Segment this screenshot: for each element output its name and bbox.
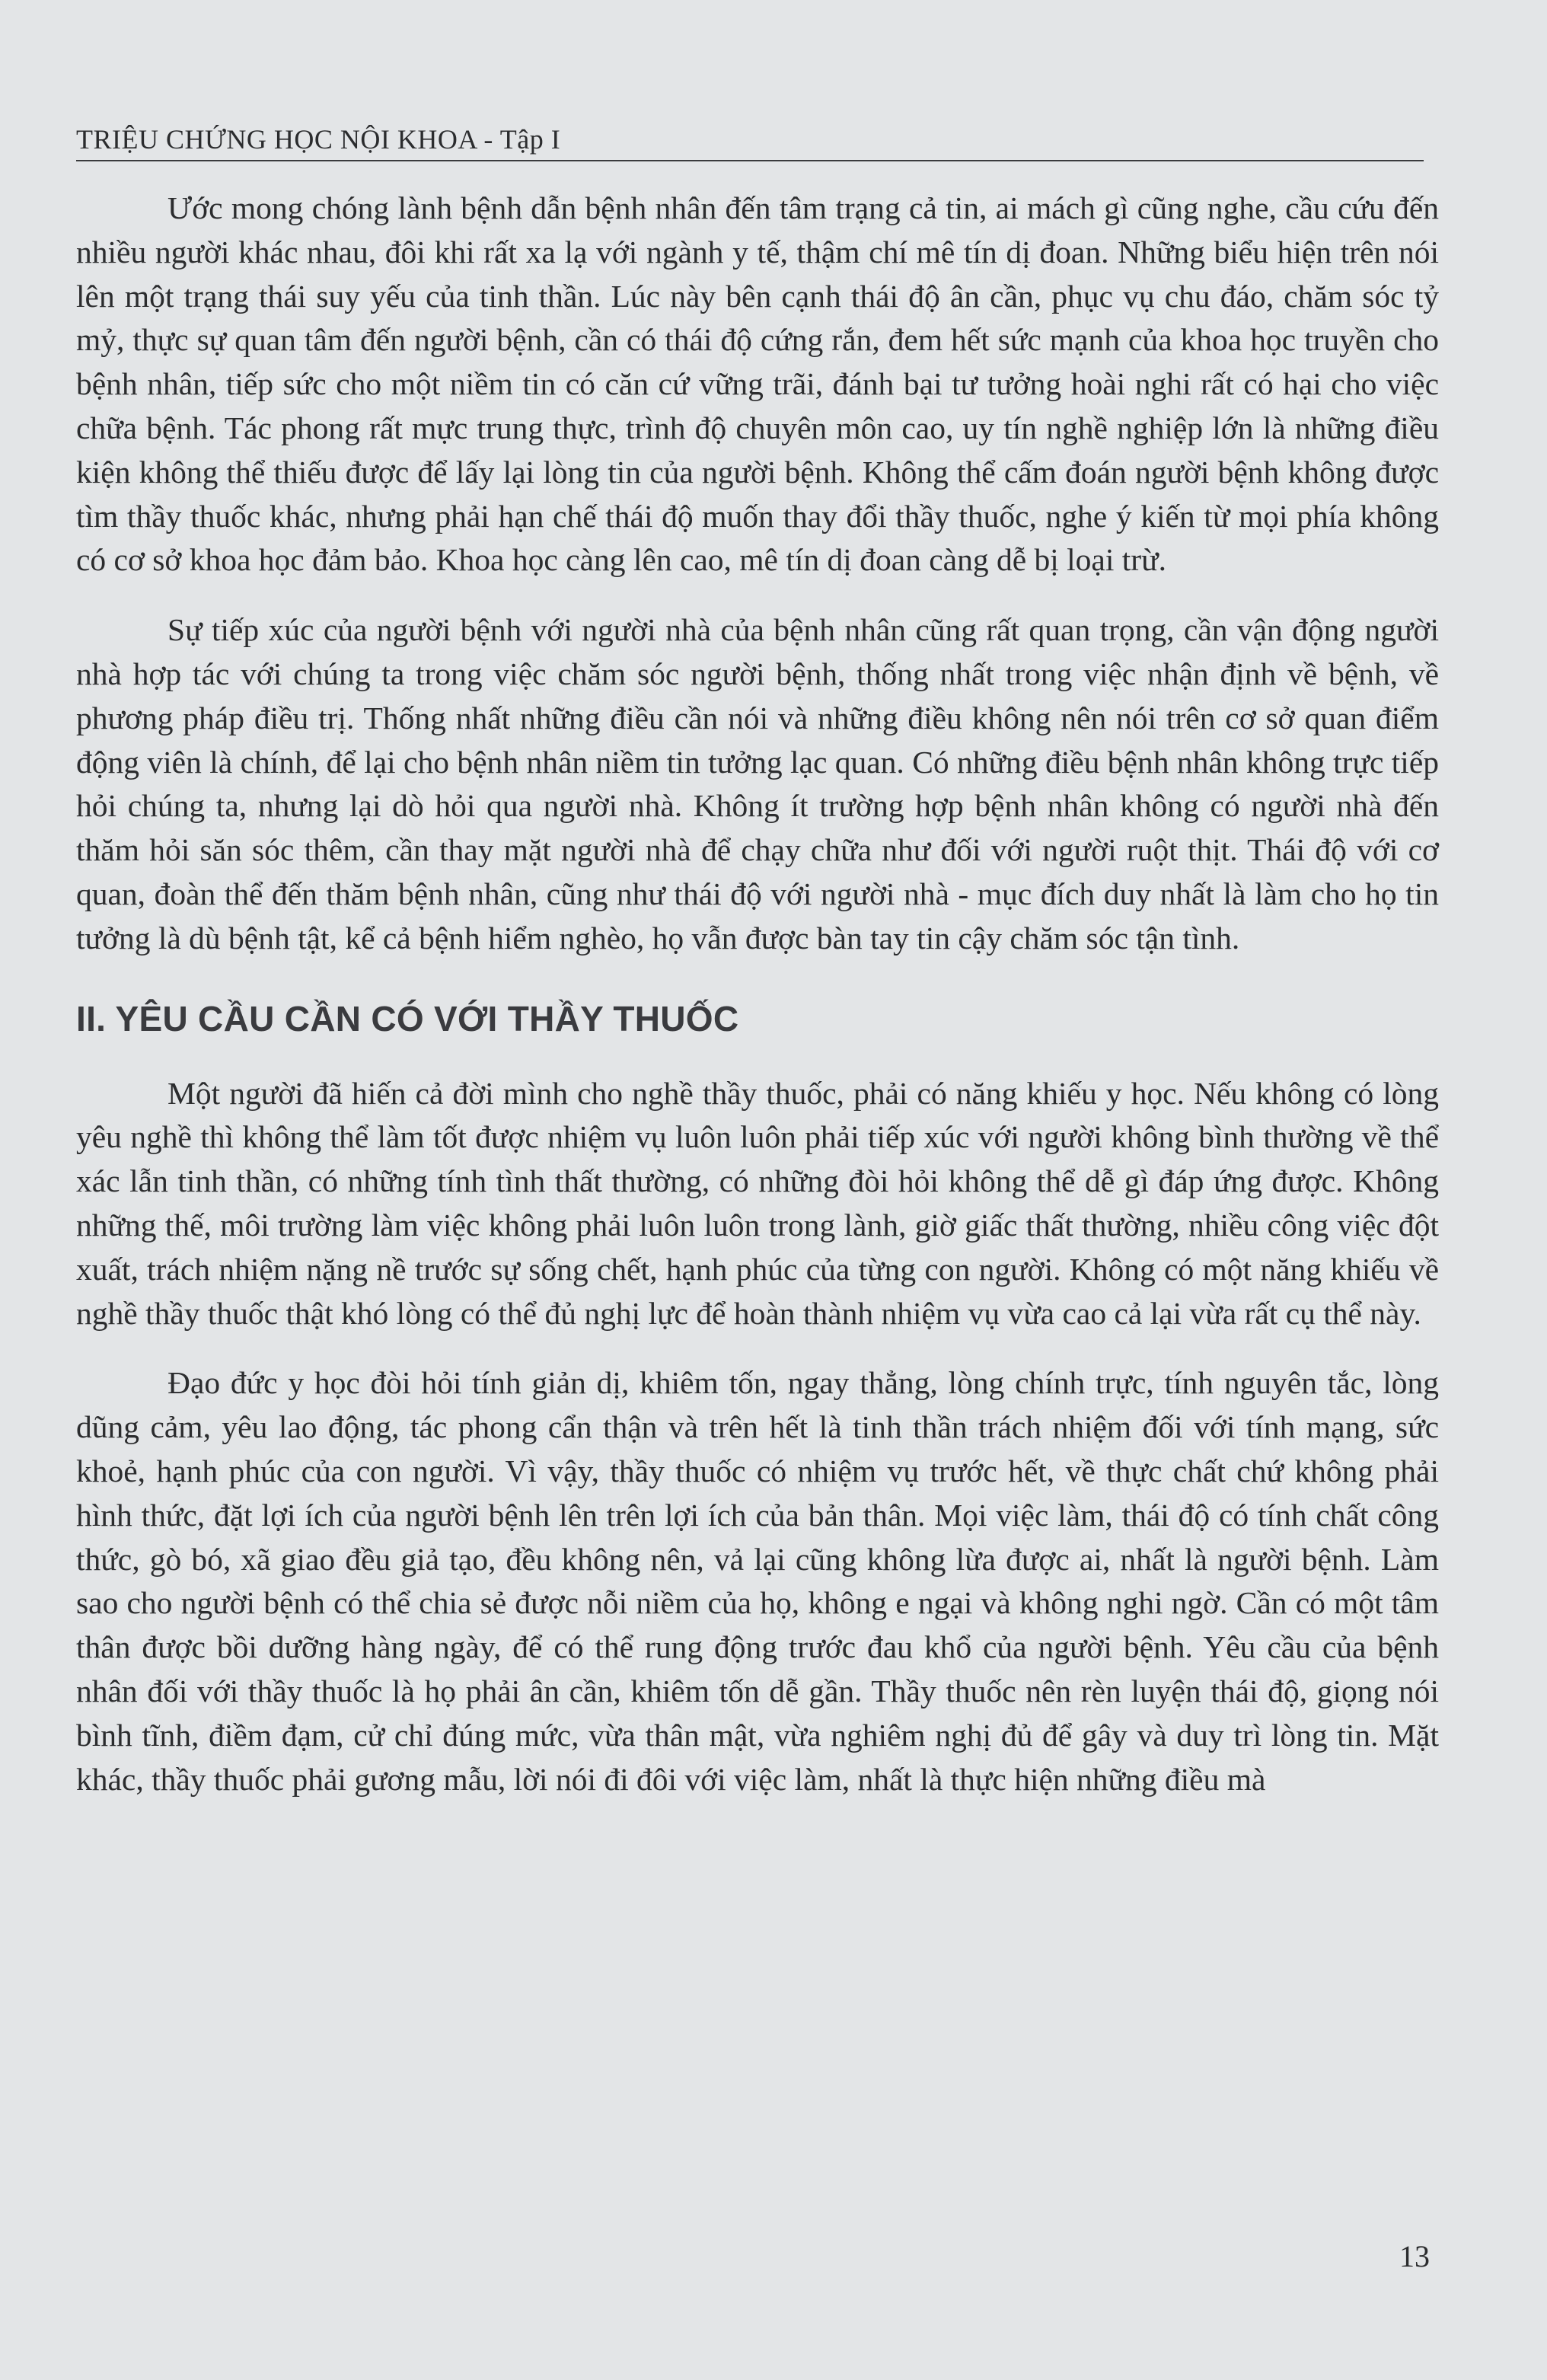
running-header: [76, 114, 1424, 161]
page-body: [76, 187, 1439, 1801]
running-title: TRIỆU CHỨNG HỌC NỘI KHOA - Tập I: [76, 124, 561, 155]
body-paragraph: Một người đã hiến cả đời mình cho nghề thầy thuốc, phải có năng khiếu y học. Nếu không có lòng yêu nghề thì không thể làm tốt được nhiệm vụ luôn luôn phải tiếp xúc với người không bình thường về thể xác lẫn tinh thần, có những tính tình thất thường, có những đòi hỏi không thể dễ gì đáp ứng được. Không những thế, môi trường làm việc không phải luôn luôn trong lành, giờ giấc thất thường, nhiều công việc đột xuất, trách nhiệm nặng nề trước sự sống chết, hạnh phúc của từng con người. Không có một năng khiếu về nghề thầy thuốc thật khó lòng có thể đủ nghị lực để hoàn thành nhiệm vụ vừa cao cả lại vừa rất cụ thể này.: [76, 1075, 1439, 1331]
section-heading: II. YÊU CẦU CẦN CÓ VỚI THẦY THUỐC: [76, 998, 739, 1038]
page-number: 13: [1399, 2239, 1430, 2273]
body-paragraph: Sự tiếp xúc của người bệnh với người nhà của bệnh nhân cũng rất quan trọng, cần vận động người nhà hợp tác với chúng ta trong việc chăm sóc người bệnh, thống nhất trong việc nhận định về bệnh, về phương pháp điều trị. Thống nhất những điều cần nói và những điều không nên nói trên cơ sở quan điểm động viên là chính, để lại cho bệnh nhân niềm tin tưởng lạc quan. Có những điều bệnh nhân không trực tiếp hỏi chúng ta, nhưng lại dò hỏi qua người nhà. Không ít trường hợp bệnh nhân không có người nhà đến thăm hỏi săn sóc thêm, cần thay mặt người nhà để chạy chữa như đối với người ruột thịt. Thái độ với cơ quan, đoàn thể đến thăm bệnh nhân, cũng như thái độ với người nhà - mục đích duy nhất là làm cho họ tin tưởng là dù bệnh tật, kể cả bệnh hiểm nghèo, họ vẫn được bàn tay tin cậy chăm sóc tận tình.: [76, 612, 1439, 956]
body-paragraph: Đạo đức y học đòi hỏi tính giản dị, khiêm tốn, ngay thẳng, lòng chính trực, tính nguyên tắc, lòng dũng cảm, yêu lao động, tác phong cẩn thận và trên hết là tinh thần trách nhiệm đối với tính mạng, sức khoẻ, hạnh phúc của con người. Vì vậy, thầy thuốc có nhiệm vụ trước hết, về thực chất chứ không phải hình thức, đặt lợi ích của người bệnh lên trên lợi ích của bản thân. Mọi việc làm, thái độ có tính chất công thức, gò bó, xã giao đều giả tạo, đều không nên, vả lại cũng không lừa được ai, nhất là người bệnh. Làm sao cho người bệnh có thể chia sẻ được nỗi niềm của họ, không e ngại và không nghi ngờ. Cần có một tâm thân được bồi dưỡng hàng ngày, để có thể rung động trước đau khổ của người bệnh. Yêu cầu của bệnh nhân đối với thầy thuốc là họ phải ân cần, khiêm tốn dễ gần. Thầy thuốc nên rèn luyện thái độ, giọng nói bình tĩnh, điềm đạm, cử chỉ đúng mức, vừa thân mật, vừa nghiêm nghị đủ để gây và duy trì lòng tin. Mặt khác, thầy thuốc phải gương mẫu, lời nói đi đôi với việc làm, nhất là thực hiện những điều mà: [76, 1365, 1439, 1797]
body-paragraph: Ước mong chóng lành bệnh dẫn bệnh nhân đến tâm trạng cả tin, ai mách gì cũng nghe, cầu cứu đến nhiều người khác nhau, đôi khi rất xa lạ với ngành y tế, thậm chí mê tín dị đoan. Những biểu hiện trên nói lên một trạng thái suy yếu của tinh thần. Lúc này bên cạnh thái độ ân cần, phục vụ chu đáo, chăm sóc tỷ mỷ, thực sự quan tâm đến người bệnh, cần có thái độ cứng rắn, đem hết sức mạnh của khoa học truyền cho bệnh nhân, tiếp sức cho một niềm tin có căn cứ vững trãi, đánh bại tư tưởng hoài nghi rất có hại cho việc chữa bệnh. Tác phong rất mực trung thực, trình độ chuyên môn cao, uy tín nghề nghiệp lớn là những điều kiện không thể thiếu được để lấy lại lòng tin của người bệnh. Không thể cấm đoán người bệnh không được tìm thầy thuốc khác, nhưng phải hạn chế thái độ muốn thay đổi thầy thuốc, nghe ý kiến từ mọi phía không có cơ sở khoa học đảm bảo. Khoa học càng lên cao, mê tín dị đoan càng dễ bị loại trừ.: [76, 190, 1439, 578]
